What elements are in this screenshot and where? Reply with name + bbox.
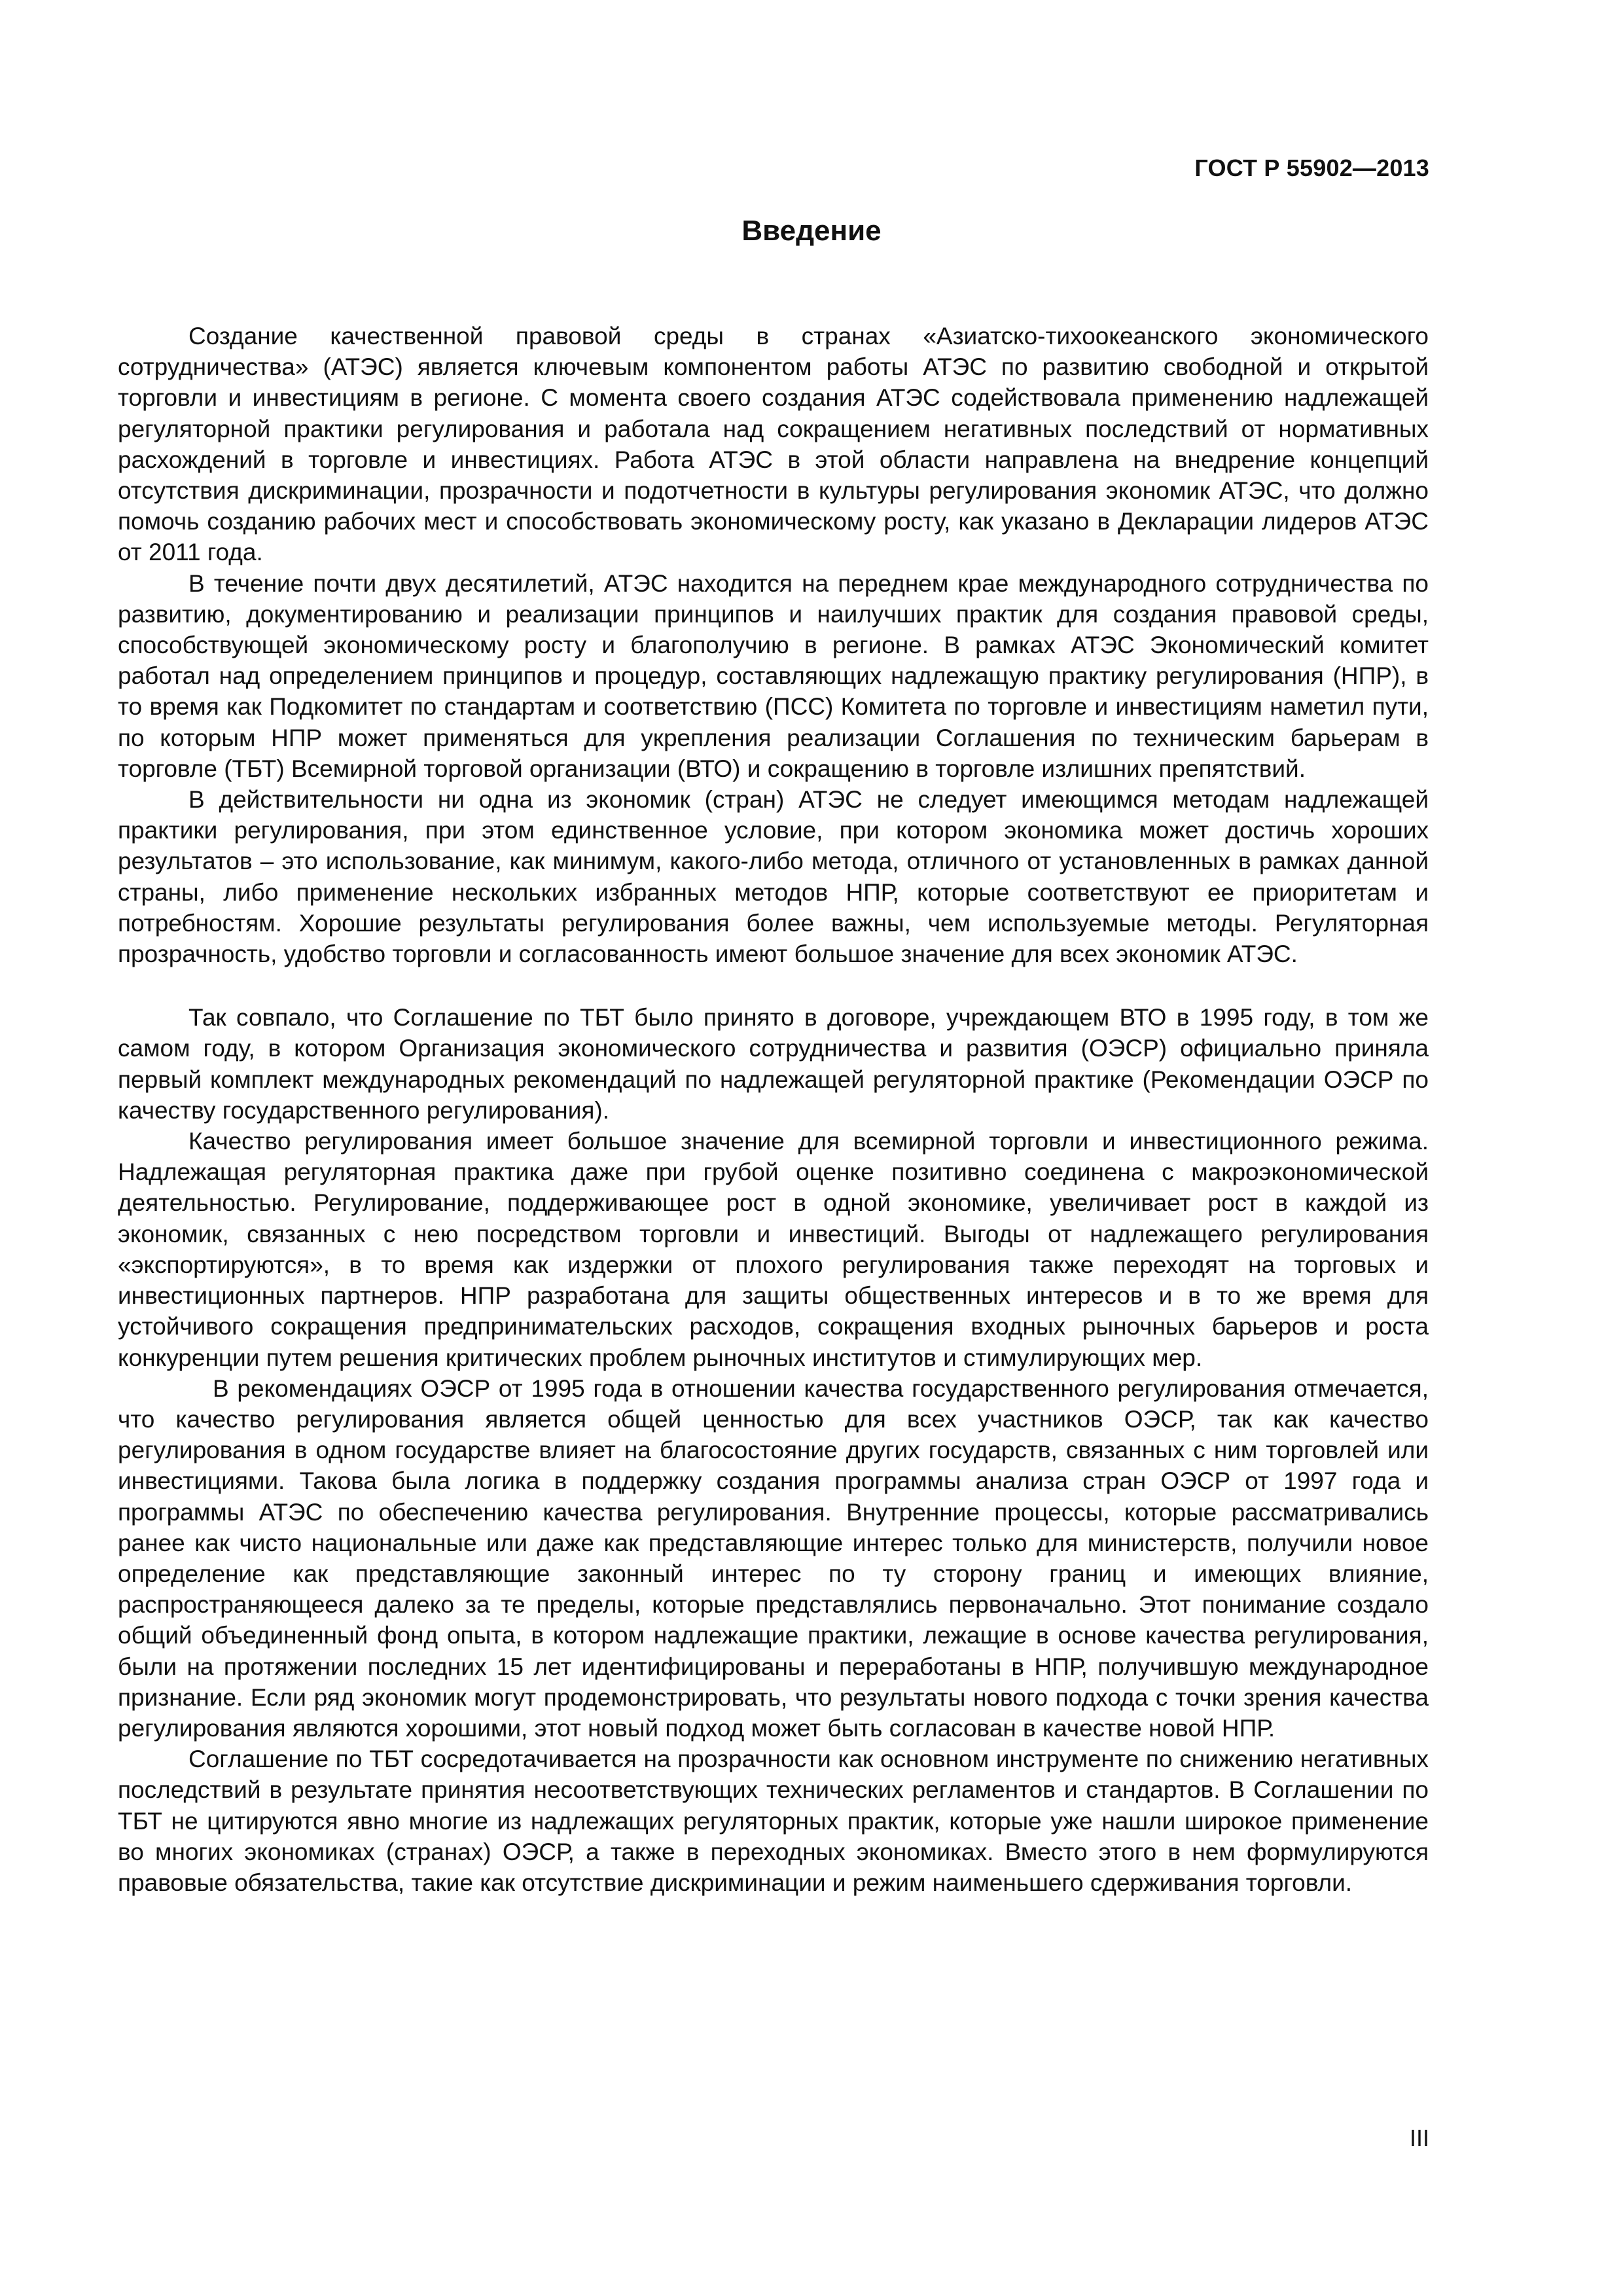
- paragraph: В течение почти двух десятилетий, АТЭС находится на переднем крае международного сотрудничества по развитию, документированию и реализации принципов и наилучших практик для создания правовой среды, способствующей экономическому росту и благополучию в регионе. В рамках АТЭС Экономический комитет работал над определением принципов и процедур, составляющих надлежащую практику регулирования (НПР), в то время как Подкомитет по стандартам и соответствию (ПСС) Комитета по торговле и инвестициям наметил пути, по которым НПР может применяться для укрепления реализации Соглашения по техническим барьерам в торговле (ТБТ) Всемирной торговой организации (ВТО) и сокращению в торговле излишних препятствий.: [118, 569, 1429, 782]
- document-code: ГОСТ Р 55902—2013: [1194, 154, 1429, 181]
- body-text: [118, 321, 1429, 1898]
- paragraph: Соглашение по ТБТ сосредотачивается на прозрачности как основном инструменте по снижению негативных последствий в результате принятия несоответствующих технических регламентов и стандартов. В Соглашении по ТБТ не цитируются явно многие из надлежащих регуляторных практик, которые уже нашли широкое применение во многих экономиках (странах) ОЭСР, а также в переходных экономиках. Вместо этого в нем формулируются правовые обязательства, такие как отсутствие дискриминации и режим наименьшего сдерживания торговли.: [118, 1746, 1429, 1896]
- paragraph: Создание качественной правовой среды в странах «Азиатско-тихоокеанского экономического сотрудничества» (АТЭС) является ключевым компонентом работы АТЭС по развитию свободной и открытой торговли и инвестициям в регионе. С момента своего создания АТЭС содействовала применению надлежащей регуляторной практики регулирования и работала над сокращением негативных последствий от нормативных расхождений в торговле и инвестициях. Работа АТЭС в этой области направлена на внедрение концепций отсутствия дискриминации, прозрачности и подотчетности в культуры регулирования экономик АТЭС, что должно помочь созданию рабочих мест и способствовать экономическому росту, как указано в Декларации лидеров АТЭС от 2011 года.: [118, 323, 1429, 566]
- page-number: III: [1409, 2125, 1429, 2151]
- paragraph: В рекомендациях ОЭСР от 1995 года в отношении качества государственного регулирования отмечается, что качество регулирования является общей ценностью для всех участников ОЭСР, так как качество регулирования в одном государстве влияет на благосостояние других государств, связанных с ним торговлей или инвестициями. Такова была логика в поддержку создания программы анализа стран ОЭСР от 1997 года и программы АТЭС по обеспечению качества регулирования. Внутренние процессы, которые рассматривались ранее как чисто национальные или даже как представляющие интерес только для министерств, получили новое определение как представляющие законный интерес по ту сторону границ и имеющих влияние, распространяющееся далеко за те пределы, которые представлялись первоначально. Этот понимание создало общий объединенный фонд опыта, в котором надлежащие практики, лежащие в основе качества регулирования, были на протяжении последних 15 лет идентифицированы и переработаны в НПР, получившую международное признание. Если ряд экономик могут продемонстрировать, что результаты нового подхода с точки зрения качества регулирования являются хорошими, этот новый подход может быть согласован в качестве новой НПР.: [118, 1374, 1429, 1742]
- paragraph: Так совпало, что Соглашение по ТБТ было принято в договоре, учреждающем ВТО в 1995 году, в том же самом году, в котором Организация экономического сотрудничества и развития (ОЭСР) официально приняла первый комплект международных рекомендаций по надлежащей регуляторной практике (Рекомендации ОЭСР по качеству государственного регулирования).: [118, 1004, 1429, 1124]
- paragraph: В действительности ни одна из экономик (стран) АТЭС не следует имеющимся методам надлежащей практики регулирования, при этом единственное условие, при котором экономика может достичь хороших результатов – это использование, как минимум, какого-либо метода, отличного от установленных в рамках данной страны, либо применение нескольких избранных методов НПР, которые соответствуют ее приоритетам и потребностям. Хорошие результаты регулирования более важны, чем используемые методы. Регуляторная прозрачность, удобство торговли и согласованность имеют большое значение для всех экономик АТЭС.: [118, 786, 1429, 968]
- section-title: Введение: [741, 215, 882, 247]
- paragraph: Качество регулирования имеет большое значение для всемирной торговли и инвестиционного режима. Надлежащая регуляторная практика даже при грубой оценке позитивно соединена с макроэкономической деятельностью. Регулирование, поддерживающее рост в одной экономике, увеличивает рост в каждой из экономик, связанных с нею посредством торговли и инвестиций. Выгоды от надлежащего регулирования «экспортируются», в то время как издержки от плохого регулирования также переходят на торговых и инвестиционных партнеров. НПР разработана для защиты общественных интересов и в то же время для устойчивого сокращения предпринимательских расходов, сокращения входных рыночных барьеров и роста конкуренции путем решения критических проблем рыночных институтов и стимулирующих мер.: [118, 1128, 1429, 1371]
